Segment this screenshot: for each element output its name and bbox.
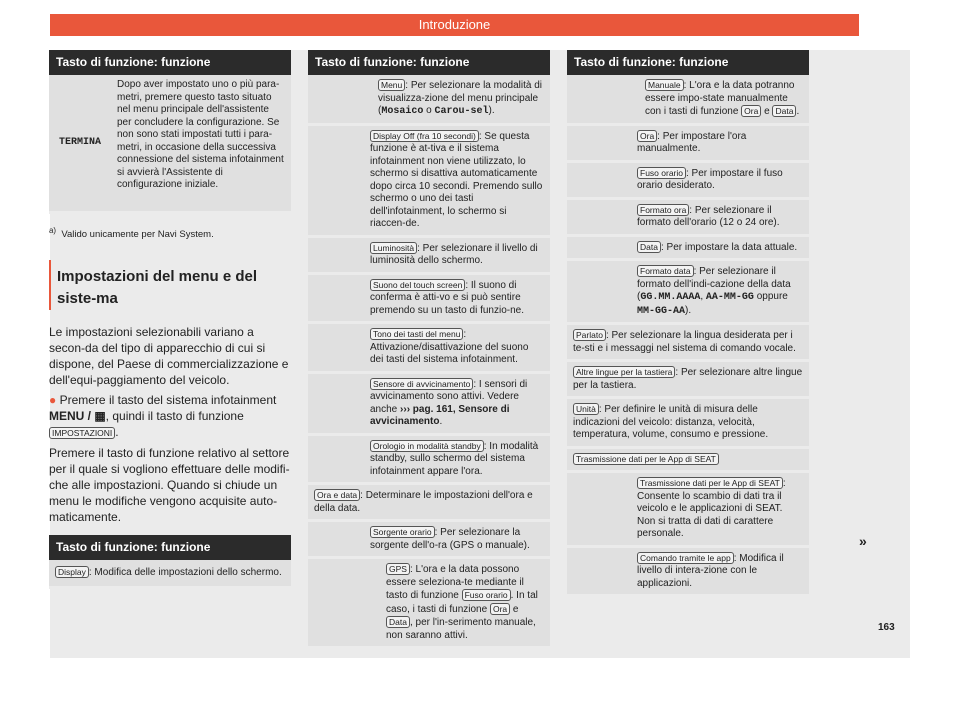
termina-description: Dopo aver impostato uno o più para-metri, premere questo tasto situato nel menu principale dell'assistente per concludere la configurazione. Se non sono stati impostati tutti i para-metri, in occasione della successiva connessione del sistema infotainment si avvierà l'Assistente di configurazione iniziale. bbox=[117, 79, 284, 190]
display-key: Display bbox=[55, 566, 89, 578]
table-row: Sorgente orario : Per selezionare la sorgente dell'o-ra (GPS o manuale). bbox=[308, 522, 550, 559]
table-header: Tasto di funzione: funzione bbox=[308, 50, 550, 75]
table-row: Trasmissione dati per le App di SEAT bbox=[567, 449, 809, 474]
table-row: Menu : Per selezionare la modalità di visualizza-zione del menu principale (Mosaico o Carou-sel). bbox=[308, 75, 550, 126]
table-row: Ora e data : Determinare le impostazioni dell'ora e della data. bbox=[308, 485, 550, 522]
table-row: Tono dei tasti del menu : Attivazione/disattivazione del suono dei tasti del sistema infotainment. bbox=[308, 324, 550, 374]
table-row: GPS : L'ora e la data possono essere seleziona-te mediante il tasto di funzione Fuso orario . In tal caso, i tasti di funzione Ora e Data , per l'in-serimento manuale, non saranno attivi. bbox=[308, 559, 550, 649]
column-1 bbox=[49, 50, 291, 589]
table-row: Unità : Per definire le unità di misura delle indicazioni del veicolo: distanza, velocità, temperatura, volume, consumo e pressione. bbox=[567, 399, 809, 449]
table-row bbox=[49, 75, 291, 214]
table-row: Manuale : L'ora e la data potranno essere impo-state manualmente con i tasti di funzione Ora e Data . bbox=[567, 75, 809, 126]
bullet-instruction: ● Premere il tasto del sistema infotainment MENU / ▦, quindi il tasto di funzione IMPOSTAZIONI . bbox=[49, 393, 277, 440]
table-row: Ora : Per impostare l'ora manualmente. bbox=[567, 126, 809, 163]
table-row: Parlato : Per selezionare la lingua desiderata per i te-sti e i messaggi nel sistema di comando vocale. bbox=[567, 325, 809, 362]
table-row: Formato ora : Per selezionare il formato dell'orario (12 o 24 ore). bbox=[567, 200, 809, 237]
table-row: Display : Modifica delle impostazioni dello schermo. bbox=[49, 560, 291, 589]
continue-mark: » bbox=[859, 533, 867, 549]
table-row: Suono del touch screen : Il suono di conferma è atti-vo e si può sentire premendo su un tasto di funzio-ne. bbox=[308, 275, 550, 325]
paragraph-settings: Premere il tasto di funzione relativo al settore per il quale si vogliono effettuare delle modifi-che alle impostazioni. Quando si chiude un menu le modifiche vengono acquisite auto-maticamente. bbox=[49, 446, 290, 525]
table-row: Fuso orario : Per impostare il fuso orario desiderato. bbox=[567, 163, 809, 200]
termina-key: TERMINA bbox=[58, 136, 101, 148]
page-number: 163 bbox=[878, 622, 895, 633]
section-title: Impostazioni del menu e del siste-ma bbox=[57, 268, 258, 308]
table-row: Luminosità : Per selezionare il livello di luminosità dello schermo. bbox=[308, 238, 550, 275]
table-row: Altre lingue per la tastiera : Per selezionare altre lingue per la tastiera. bbox=[567, 362, 809, 399]
table-row: Display Off (fra 10 secondi) : Se questa funzione è at-tiva e il sistema infotainment non viene utilizzato, lo schermo si disattiva automaticamente dopo circa 10 secondi. Premendo sullo schermo o uno dei tasti dell'infotainment, lo schermo si riaccen-de. bbox=[308, 126, 550, 238]
column-2 bbox=[308, 50, 550, 649]
table-header: Tasto di funzione: funzione bbox=[49, 50, 291, 75]
table-header: Tasto di funzione: funzione bbox=[567, 50, 809, 75]
paragraph-intro: Le impostazioni selezionabili variano a secon-da del tipo di apparecchio di cui si dispone, del Paese di commercializzazione e dell'equi-paggiamento del veicolo. bbox=[49, 325, 289, 388]
column-3 bbox=[567, 50, 809, 597]
table-row: Comando tramite le app : Modifica il livello di intera-zione con le applicazioni. bbox=[567, 548, 809, 598]
impostazioni-key: IMPOSTAZIONI bbox=[49, 427, 115, 439]
table2-header: Tasto di funzione: funzione bbox=[49, 535, 291, 560]
table-row: Data : Per impostare la data attuale. bbox=[567, 237, 809, 262]
chapter-banner: Introduzione bbox=[50, 14, 859, 36]
footnote: $^{a)}$ Valido unicamente per Navi System. bbox=[49, 226, 214, 241]
table-row: Trasmissione dati per le App di SEAT : Consente lo scambio di dati tra il veicolo e le applicazioni di SEAT. Non si tratta di dati di carattere personale. bbox=[567, 473, 809, 548]
table-row: Formato data : Per selezionare il formato dell'indi-cazione della data (GG.MM.AAAA, AA-MM-GG oppure MM-GG-AA). bbox=[567, 261, 809, 325]
table-row: Orologio in modalità standby : In modalità standby, sullo schermo del sistema infotainment appare l'ora. bbox=[308, 436, 550, 486]
table-row: Sensore di avvicinamento : I sensori di avvicinamento sono attivi. Vedere anche ››› pag. 161, Sensore di avvicinamento. bbox=[308, 374, 550, 436]
